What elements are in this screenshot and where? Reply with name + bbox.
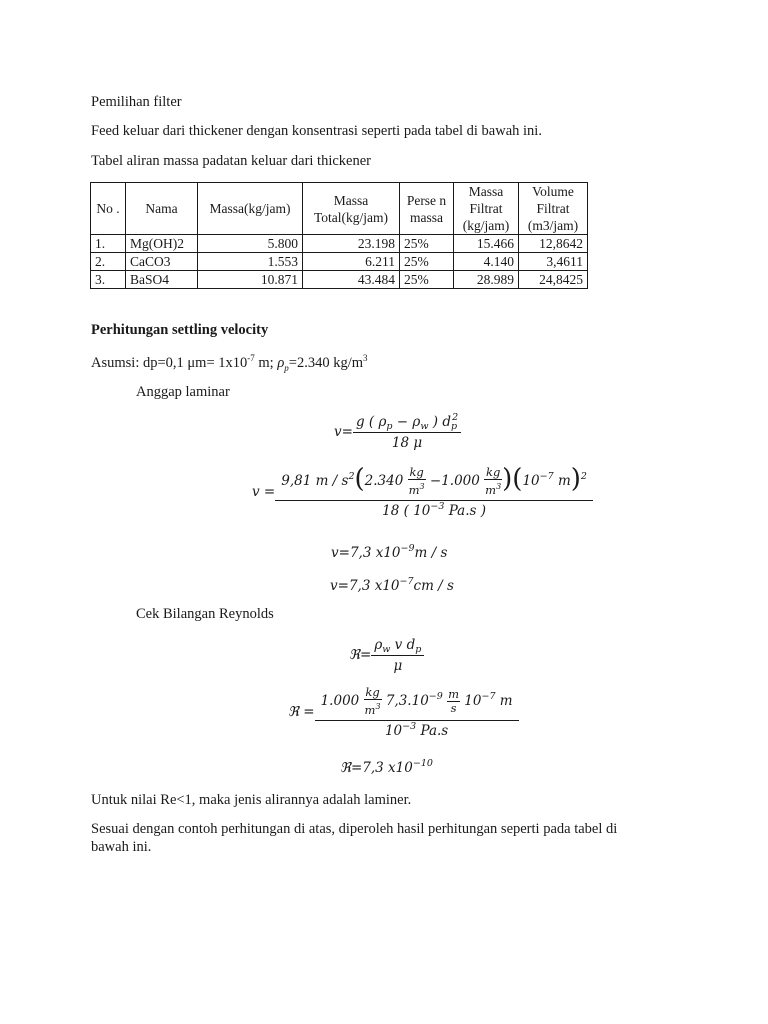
cell-volume-filtrat: 12,8642	[519, 235, 588, 253]
table-row	[91, 253, 588, 271]
cell-massa-total: 43.484	[303, 271, 400, 289]
header-massa: Massa(kg/jam)	[198, 183, 303, 235]
reynolds-formula: ℜ= $\frac{\rho_w v d_p}{\mu}$	[349, 637, 424, 674]
cell-massa-total: 23.198	[303, 235, 400, 253]
cell-persen: 25%	[400, 271, 454, 289]
closing-line-1: Sesuai dengan contoh perhitungan di atas, diperoleh hasil perhitungan seperti pada tabel di	[91, 821, 618, 837]
cell-no: 1.	[91, 235, 126, 253]
cell-no: 2.	[91, 253, 126, 271]
reynolds-result: ℜ=7,3 $x10^{-10}$	[340, 758, 433, 776]
cell-persen: 25%	[400, 235, 454, 253]
cell-massa-filtrat: 15.466	[454, 235, 519, 253]
closing-line-2: bawah ini.	[91, 839, 152, 855]
velocity-result-cms: v=7,3 $x10^{-7}cm$ / s	[330, 576, 454, 594]
header-nama: Nama	[126, 183, 198, 235]
cell-nama: BaSO4	[126, 271, 198, 289]
header-massa-total: Massa Total(kg/jam)	[303, 183, 400, 235]
header-no: No .	[91, 183, 126, 235]
header-persen: Perse n massa	[400, 183, 454, 235]
cell-volume-filtrat: 3,4611	[519, 253, 588, 271]
solids-flow-table	[90, 182, 588, 289]
table-row	[91, 235, 588, 253]
table-header-row	[91, 183, 588, 235]
conclusion-text: Untuk nilai Re<1, maka jenis alirannya adalah laminer.	[91, 792, 412, 808]
laminar-label: Anggap laminar	[136, 384, 230, 400]
table-caption: Tabel aliran massa padatan keluar dari thickener	[91, 153, 371, 169]
reynolds-label: Cek Bilangan Reynolds	[136, 606, 274, 622]
header-volume-filtrat: Volume Filtrat (m3/jam)	[519, 183, 588, 235]
cell-massa: 1.553	[198, 253, 303, 271]
velocity-formula: v= $\frac{g ( \rho_p - \rho_w ) d_p^2}{18 \mu}$	[334, 414, 461, 451]
cell-massa-filtrat: 4.140	[454, 253, 519, 271]
cell-no: 3.	[91, 271, 126, 289]
cell-volume-filtrat: 24,8425	[519, 271, 588, 289]
cell-massa-filtrat: 28.989	[454, 271, 519, 289]
table-row	[91, 271, 588, 289]
header-massa-filtrat: Massa Filtrat (kg/jam)	[454, 183, 519, 235]
settling-title: Perhitungan settling velocity	[91, 322, 269, 338]
cell-persen: 25%	[400, 253, 454, 271]
reynolds-substitution: ℜ = 1.000 $\frac{kg}{m^3}$ $7,3.10^{-9}$ $\frac{m}{s}$ $10^{-7}$ m $10^{-3}$ Pa.s	[288, 686, 519, 739]
velocity-substitution: v = 9,81 m / $s^2(2.340$ $\frac{kg}{m^3}$ −1.000 $\frac{kg}{m^3}$ )($10^{-7}$ m)$^2$ 18 ( $10^{-3}$ Pa.s )	[252, 466, 593, 519]
cell-nama: CaCO3	[126, 253, 198, 271]
cell-nama: Mg(OH)2	[126, 235, 198, 253]
section-title: Pemilihan filter	[91, 94, 182, 110]
cell-massa-total: 6.211	[303, 253, 400, 271]
assumption-text: Asumsi: dp=0,1 $\mu m= 1x10^{-7}$ m; $\rho_p=2.340$ $kg/m^3$	[91, 353, 368, 373]
cell-massa: 10.871	[198, 271, 303, 289]
velocity-result-ms: v=7,3 $x10^{-9}m$ / s	[331, 543, 448, 561]
cell-massa: 5.800	[198, 235, 303, 253]
intro-paragraph: Feed keluar dari thickener dengan konsentrasi seperti pada tabel di bawah ini.	[91, 123, 542, 139]
